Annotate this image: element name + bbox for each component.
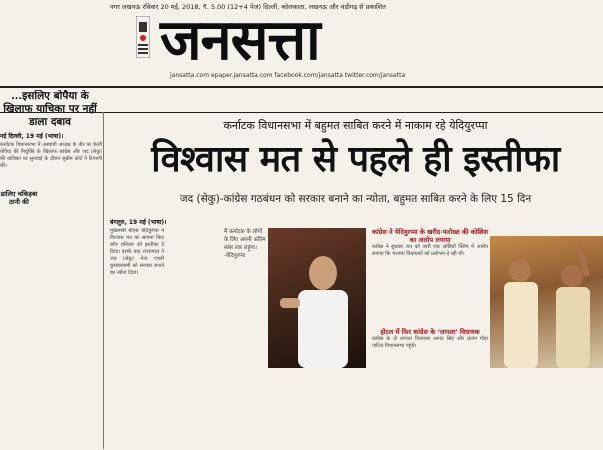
masthead-divider xyxy=(0,86,603,88)
main-headline: विश्वास मत से पहले ही इस्तीफा xyxy=(151,138,560,180)
left-headline: ...इसलिए बोपैया के खिलाफ याचिका पर नहीं डाला दबाव xyxy=(3,90,97,128)
sidebar-body-1: कांग्रेस ने बुधवार रात को जारी एक ऑडियो क्लिप में आरोप लगाया कि भाजपा विधायकों को प्रलोभन दे रही थी। xyxy=(372,244,488,257)
main-deck: जद (सेकु)-कांग्रेस गठबंधन को सरकार बनाने का न्योता, बहुमत साबित करने के लिए 15 दिन xyxy=(179,193,532,205)
main-dateline: बंगलुरु, 19 मई (भाषा)। xyxy=(110,219,167,226)
masthead-topline: नगर लखनऊ रविवार 20 मई, 2018, ₹. 5.00 (12+4 पेज) दिल्ली, कोलकाता, लखनऊ और चंडीगढ़ से प्रकाशित xyxy=(110,3,386,11)
left-lower-headline: डालिए चकिहबा ठानी की xyxy=(0,190,38,206)
pull-quote: मैं कर्नाटक के लोगों के लिए अपनी अंतिम सांस तक लड़ूंगा। -येदियुरप्पा xyxy=(224,229,266,259)
sidebar-body-2: कांग्रेस के दो लापता विधायक आनंद सिंह और प्रताप गौड़ा पाटिल विधानसभा पहुंचे। xyxy=(372,336,488,349)
sidebar-photo-space xyxy=(372,258,488,322)
left-lower-block xyxy=(0,190,38,206)
sidebar-box xyxy=(372,228,488,450)
masthead-weblinks: jansatta.com epaper.jansatta.com facebook.com/jansatta twitter.com/jansatta xyxy=(170,72,406,79)
main-body-bottom xyxy=(268,372,366,449)
masthead-title: जनसत्ता xyxy=(160,7,320,73)
main-body-col2 xyxy=(166,228,220,448)
celebration-photo xyxy=(490,236,603,368)
sidebar-headline-2: होटल में फिर कांग्रेस के ‘लापता’ विधायक xyxy=(380,328,480,336)
masthead-emblem-icon xyxy=(136,16,150,58)
sidebar-headline-1: कांग्रेस ने येदियुरप्पा के खरीद-फरोख्त की कोशिश का आरोप लगाया xyxy=(372,228,488,244)
column-divider xyxy=(103,112,104,449)
main-kicker: कर्नाटक विधानसभा में बहुमत साबित करने में नाकाम रहे येदियुरप्पा xyxy=(223,119,488,132)
left-body: कर्नाटक विधानसभा में अस्थायी अध्यक्ष के तौर पर केजी बोपैया की नियुक्ति के खिलाफ कांग्रेस और जद (सेकु) की याचिका पर सुनवाई के दौरान सुप्रीम कोर्ट ने टिप्पणी की। xyxy=(0,142,102,169)
yeddyurappa-photo xyxy=(268,228,366,368)
left-column xyxy=(0,90,102,449)
main-body-col1: मुख्यमंत्री बीएस येदियुरप्पा ने विश्वास मत का सामना किए बगैर शनिवार को इस्तीफा दे दिया। इसके बाद राज्यपाल ने जद (सेकु) नेता एचडी कुमारस्वामी को सरकार बनाने का न्योता दिया। xyxy=(110,228,164,276)
left-dateline: नई दिल्ली, 19 मई (भाषा)। xyxy=(0,133,64,140)
